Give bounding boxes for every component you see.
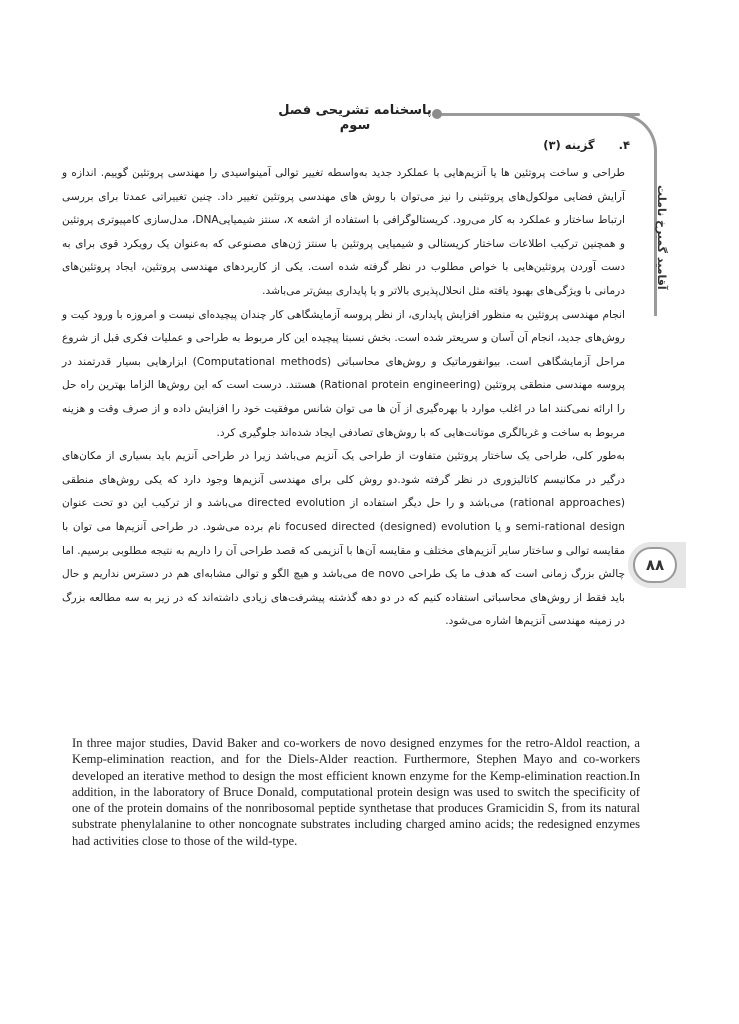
page-number: ۸۸ xyxy=(633,547,677,583)
english-paragraph: In three major studies, David Baker and co-workers de novo designed enzymes for the retro-Aldol reaction, a Kemp-elimination reaction, and for the Diels-Alder reaction. Furthermore, Stephen Mayo and co-workers developed an iterative method to design the most efficient known enzyme for the Kemp-elimination reaction.In addition, in the laboratory of Bruce Donald, computational protein design was used to switch the specificity of one of the protein domains of the nonribosomal peptide synthetase that produces Gramicidin S, from its natural substrate phenylalanine to other noncognate substrates including charged amino acids; the redesigned enzymes had activities close to those of the wild-type. xyxy=(72,736,640,848)
chapter-answer-title: پاسخنامه تشریحی فصل سوم xyxy=(278,103,432,133)
persian-paragraph-3: به‌طور کلی، طراحی یک ساختار پروتئین متفاوت از طراحی یک آنزیم می‌باشد زیرا در طراحی آنزیم باید بسیاری از مکان‌های درگیر در مکانیسم کاتالیزوری در نظر گرفته شود.دو روش کلی برای مهندسی آنزیم‌ها وجود دارد که یکی روش‌های منطقی (rational approaches) می‌باشد و را حل دیگر استفاده از directed evolution می‌باشد و از ترکیب این دو تحت عنوان semi-rational design و یا focused directed (designed) evolution نام برده می‌شود. در طراحی آنزیم‌ها می توان با مقایسه توالی و ساختار سایر آنزیم‌های مختلف و مقایسه آن‌ها با آنزیمی که قصد طراحی آن را داریم به نتیجه مطلوبی برسیم. اما چالش بزرگ زمانی است که هدف ما یک طراحی de novo می‌باشد و هیچ الگو و توالی مشابه‌ای هم در دسترس نداریم و حال باید فقط از روش‌های محاسباتی استفاده کنیم که در دو دهه گذشته پیشرفت‌های زیادی داشته‌اند که در زیر به سه مطالعه بزرگ در زمینه مهندسی آنزیم‌ها اشاره می‌شود. xyxy=(62,450,625,628)
persian-paragraph-2: انجام مهندسی پروتئین به منظور افزایش پایداری، از نظر پروسه آزمایشگاهی کار چندان پیچیده‌ای نیست و امروزه با ورود کیت و روش‌های جدید، انجام آن آسان و سریعتر شده است. بخش نسبتا پیچیده این کار مربوط به طراحی و عملیات فکری قبل از شروع مراحل آزمایشگاهی است. بیوانفورماتیک و روش‌های محاسباتی (Computational methods) ابزارهایی بسیار قدرتمند در پروسه مهندسی منطقی پروتئین (Rational protein engineering) هستند. درست است که این روش‌ها الزاما بهترین راه حل را ارائه نمی‌کنند اما در اغلب موارد با بهره‌گیری از آن ها می توان شانس موفقیت خود را افزایش داده و از صرف وقت و هزینه مربوط به ساخت و غربالگری موتانت‌هایی که با روش‌های تصادفی ایجاد شده‌اند جلوگیری کرد. xyxy=(62,308,625,439)
persian-body xyxy=(62,162,625,634)
side-author-label: آقامید گمبرخ ناملت xyxy=(655,185,668,290)
question-answer: گزینه (۳) xyxy=(543,138,595,152)
question-heading xyxy=(90,138,630,152)
question-number: ۴. xyxy=(618,138,630,152)
persian-paragraph-1: طراحی و ساخت پروتئین ها یا آنزیم‌هایی با عملکرد جدید به‌واسطه تغییر توالی آمینواسیدی را مهندسی پروتئین گوییم. اندازه و آرایش فضایی مولکول‌های پروتئینی را نیز می‌توان با روش های مهندسی پروتئین تغییر داد. چنین تغییراتی عمدتا برای بررسی ارتباط ساختار و عملکرد به کار می‌رود. کریستالوگرافی با استفاده از اشعه x، سنتز شیمیاییDNA، مدل‌سازی کامپیوتری پروتئین و همچنین ترکیب اطلاعات ساختار کریستالی و شیمیایی پروتئین با سنتز ژن‌های مصنوعی که به‌عنوان یک رویکرد قوی برای به دست آوردن پروتئین‌هایی با خواص مطلوب در نظر گرفته شده است. یکی از کاربردهای مهندسی پروتئین، ایجاد پروتئین‌های درمانی با ویژگی‌های بهبود یافته مثل انحلال‌پذیری بالاتر و یا پایداری بیش‌تر می‌باشد. xyxy=(62,167,625,297)
